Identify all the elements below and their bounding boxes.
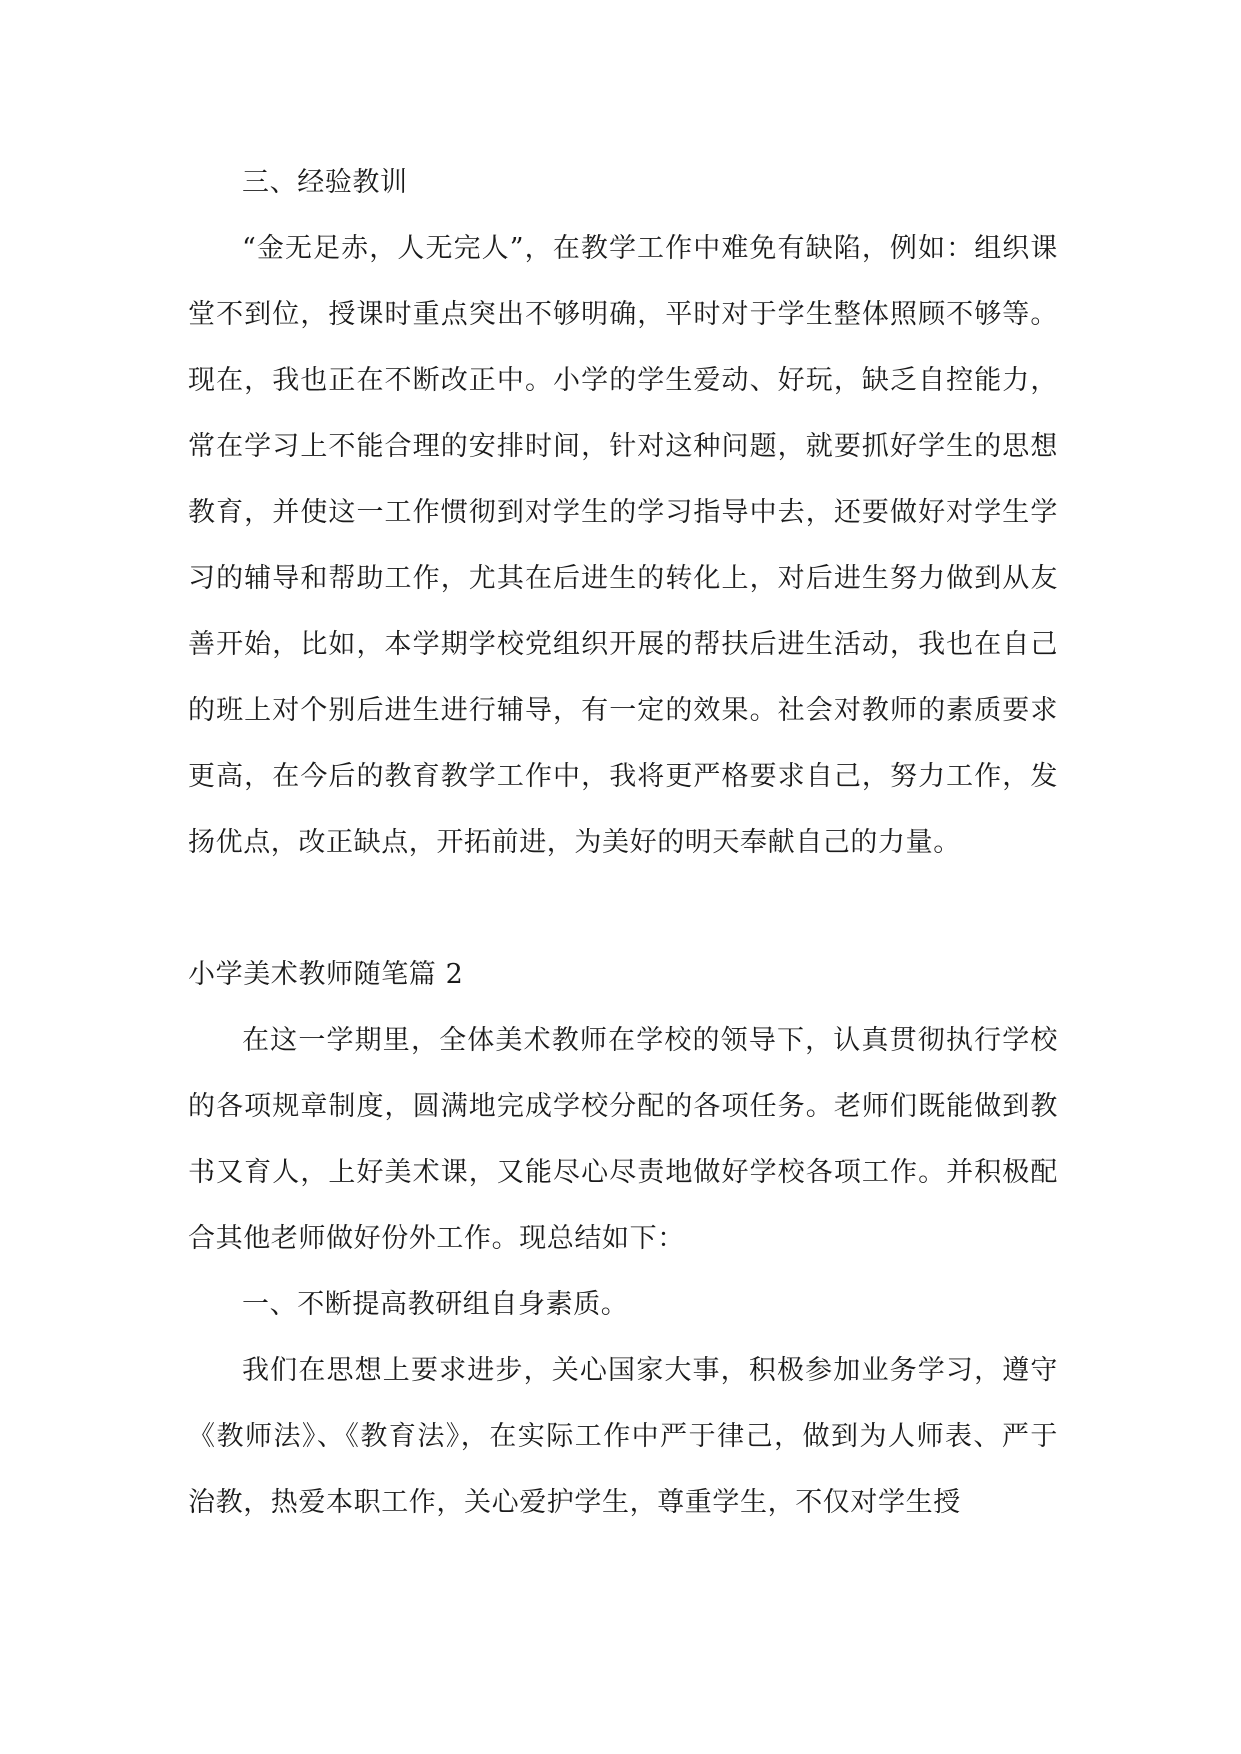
section-heading-quality: 一、不断提高教研组自身素质。 (242, 1289, 629, 1320)
paragraph-lessons: “金无足赤，人无完人”，在教学工作中难免有缺陷，例如：组织课堂不到位，授课时重点突出不够明确，平时对于学生整体照顾不够等。现在，我也正在不断改正中。小学的学生爱动、好玩，缺乏自控能力，常在学习上不能合理的安排时间，针对这种问题，就要抓好学生的思想教育，并使这一工作惯彻到对学生的学习指导中去，还要做好对学生学习的辅导和帮助工作，尤其在后进生的转化上，对后进生努力做到从友善开始，比如，本学期学校党组织开展的帮扶后进生活动，我也在自己的班上对个别后进生进行辅导，有一定的效果。社会对教师的素质要求更高，在今后的教育教学工作中，我将更严格要求自己，努力工作，发扬优点，改正缺点，开拓前进，为美好的明天奉献自己的力量。 (188, 233, 1058, 858)
paragraph-quality: 我们在思想上要求进步，关心国家大事，积极参加业务学习，遵守《教师法》、《教育法》，在实际工作中严于律己，做到为人师表、严于治教，热爱本职工作，关心爱护学生，尊重学生，不仅对学生授 (188, 1355, 1058, 1518)
paragraph-intro: 在这一学期里，全体美术教师在学校的领导下，认真贯彻执行学校的各项规章制度，圆满地完成学校分配的各项任务。老师们既能做到教书又育人，上好美术课，又能尽心尽责地做好学校各项工作。并积极配合其他老师做好份外工作。现总结如下： (188, 1025, 1058, 1254)
document-body (188, 150, 1058, 1536)
article-title: 小学美术教师随笔篇 2 (188, 959, 464, 990)
section-heading-lessons: 三、经验教训 (242, 167, 408, 198)
